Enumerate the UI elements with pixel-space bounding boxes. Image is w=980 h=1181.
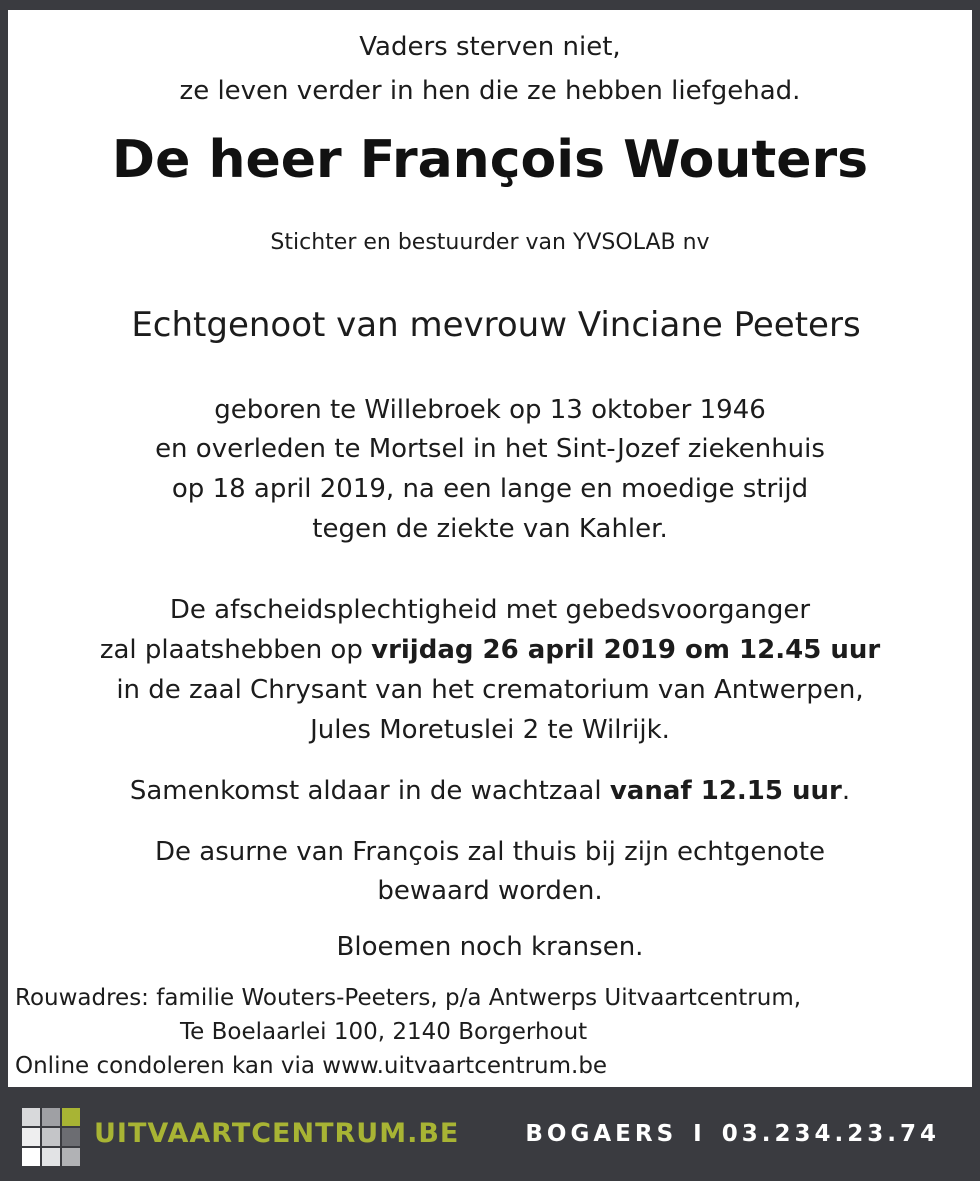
poem-line-1: Vaders sterven niet,	[359, 32, 621, 62]
address-line-2: Te Boelaarlei 100, 2140 Borgerhout	[180, 1019, 588, 1045]
deceased-name: De heer François Wouters	[111, 130, 869, 190]
footer-bar	[0, 1098, 980, 1181]
bio-line-1: geboren te Willebroek op 13 oktober 1946	[214, 395, 766, 425]
bio-line-4: tegen de ziekte van Kahler.	[312, 514, 668, 544]
contact-separator: I	[693, 1121, 706, 1147]
ceremony-date: vrijdag 26 april 2019 om 12.45 uur	[371, 635, 881, 665]
phone-number: 03.234.23.74	[721, 1121, 940, 1147]
urn-line-1: De asurne van François zal thuis bij zijn echtgenote	[154, 837, 826, 867]
deceased-role: Stichter en bestuurder van YVSOLAB nv	[270, 230, 710, 255]
gathering-text: Samenkomst aldaar in de wachtzaal	[129, 776, 610, 806]
flowers-line: Bloemen noch kransen.	[336, 932, 644, 962]
brand-name: UITVAARTCENTRUM.BE	[94, 1118, 460, 1149]
contact-info	[525, 1121, 940, 1147]
obituary-card	[8, 10, 972, 1087]
gathering-line	[8, 776, 972, 806]
poem-line-2: ze leven verder in hen die ze hebben liefgehad.	[179, 76, 801, 106]
ceremony-line-4: Jules Moretuslei 2 te Wilrijk.	[310, 715, 670, 745]
address-line-3: Online condoleren kan via www.uitvaartcentrum.be	[15, 1053, 608, 1079]
ceremony-line-2-text: zal plaatshebben op	[99, 635, 372, 665]
ceremony-line-3: in de zaal Chrysant van het crematorium van Antwerpen,	[116, 675, 864, 705]
gathering-period: .	[841, 776, 851, 806]
urn-line-2: bewaard worden.	[377, 876, 603, 906]
ceremony-line-2	[8, 635, 972, 665]
spouse-line: Echtgenoot van mevrouw Vinciane Peeters	[131, 305, 861, 345]
bio-line-2: en overleden te Mortsel in het Sint-Jozef ziekenhuis	[155, 434, 825, 464]
gathering-time: vanaf 12.15 uur	[609, 776, 842, 806]
bio-line-3: op 18 april 2019, na een lange en moedige strijd	[171, 474, 809, 504]
address-line-1: Rouwadres: familie Wouters-Peeters, p/a Antwerps Uitvaartcentrum,	[15, 985, 802, 1011]
logo-squares-icon	[22, 1108, 80, 1166]
company-name: BOGAERS	[525, 1121, 678, 1147]
ceremony-line-1: De afscheidsplechtigheid met gebedsvoorganger	[169, 595, 811, 625]
